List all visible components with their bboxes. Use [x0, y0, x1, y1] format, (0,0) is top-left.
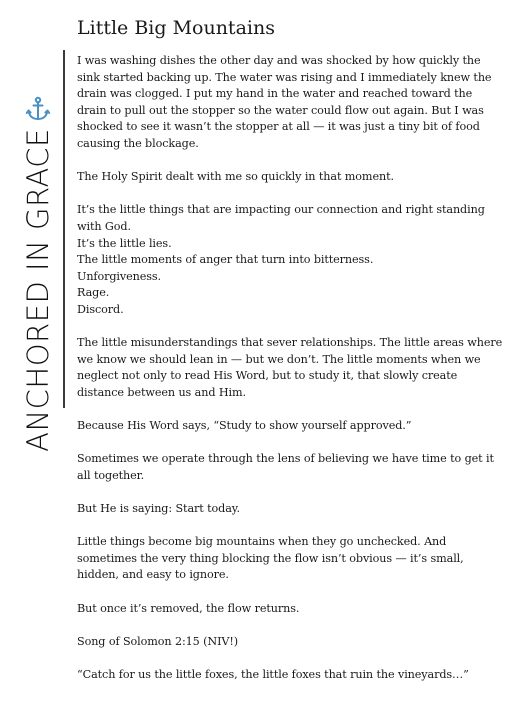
paragraph-lens: Sometimes we operate through the lens of believing we have time to get it all together.: [77, 452, 494, 482]
list-line: It’s the little lies.: [77, 236, 172, 250]
sidebar-divider: [63, 50, 65, 408]
list-line: Unforgiveness.: [77, 269, 162, 283]
little-things-list: [77, 202, 505, 318]
scripture-quote: “Catch for us the little foxes, the little foxes that ruin the vineyards…”: [77, 667, 469, 681]
paragraph-mountains: Little things become big mountains when they go unchecked. And sometimes the very thing blocking the flow isn’t obvious — it’s small, hidden, and easy to ignore.: [77, 535, 464, 582]
list-line: Rage.: [77, 286, 110, 300]
paragraph-flow-returns: But once it’s removed, the flow returns.: [77, 601, 300, 615]
paragraph-study: Because His Word says, “Study to show yourself approved.”: [77, 419, 412, 433]
paragraph-holy-spirit: The Holy Spirit dealt with me so quickly in that moment.: [77, 170, 394, 184]
scripture-reference: Song of Solomon 2:15 (NIV!): [77, 634, 239, 648]
article-title: Little Big Mountains: [77, 17, 275, 39]
anchor-icon: [25, 96, 51, 122]
sidebar: [0, 0, 66, 720]
list-line: Discord.: [77, 302, 124, 316]
paragraph-dishes: I was washing dishes the other day and was shocked by how quickly the sink started backing up. The water was rising and I immediately knew the drain was clogged. I put my hand in the water and reached toward the drain to pull out the stopper so the water could flow out again. But I was shocked to see it wasn’t the stopper at all — it was just a tiny bit of food causing the blockage.: [77, 54, 492, 150]
list-line: It’s the little things that are impacting our connection and right standing with God.: [77, 203, 485, 233]
paragraph-start-today: But He is saying: Start today.: [77, 502, 240, 516]
article: [77, 15, 505, 700]
paragraph-misunderstandings: The little misunderstandings that sever relationships. The little areas where we know we should lean in — but we don’t. The little moments when we neglect not only to read His Word, but to study it, that slowly create distance between us and Him.: [77, 336, 503, 399]
brand-text: ANCHORED IN GRACE: [21, 128, 55, 452]
list-line: The little moments of anger that turn into bitterness.: [77, 253, 374, 267]
